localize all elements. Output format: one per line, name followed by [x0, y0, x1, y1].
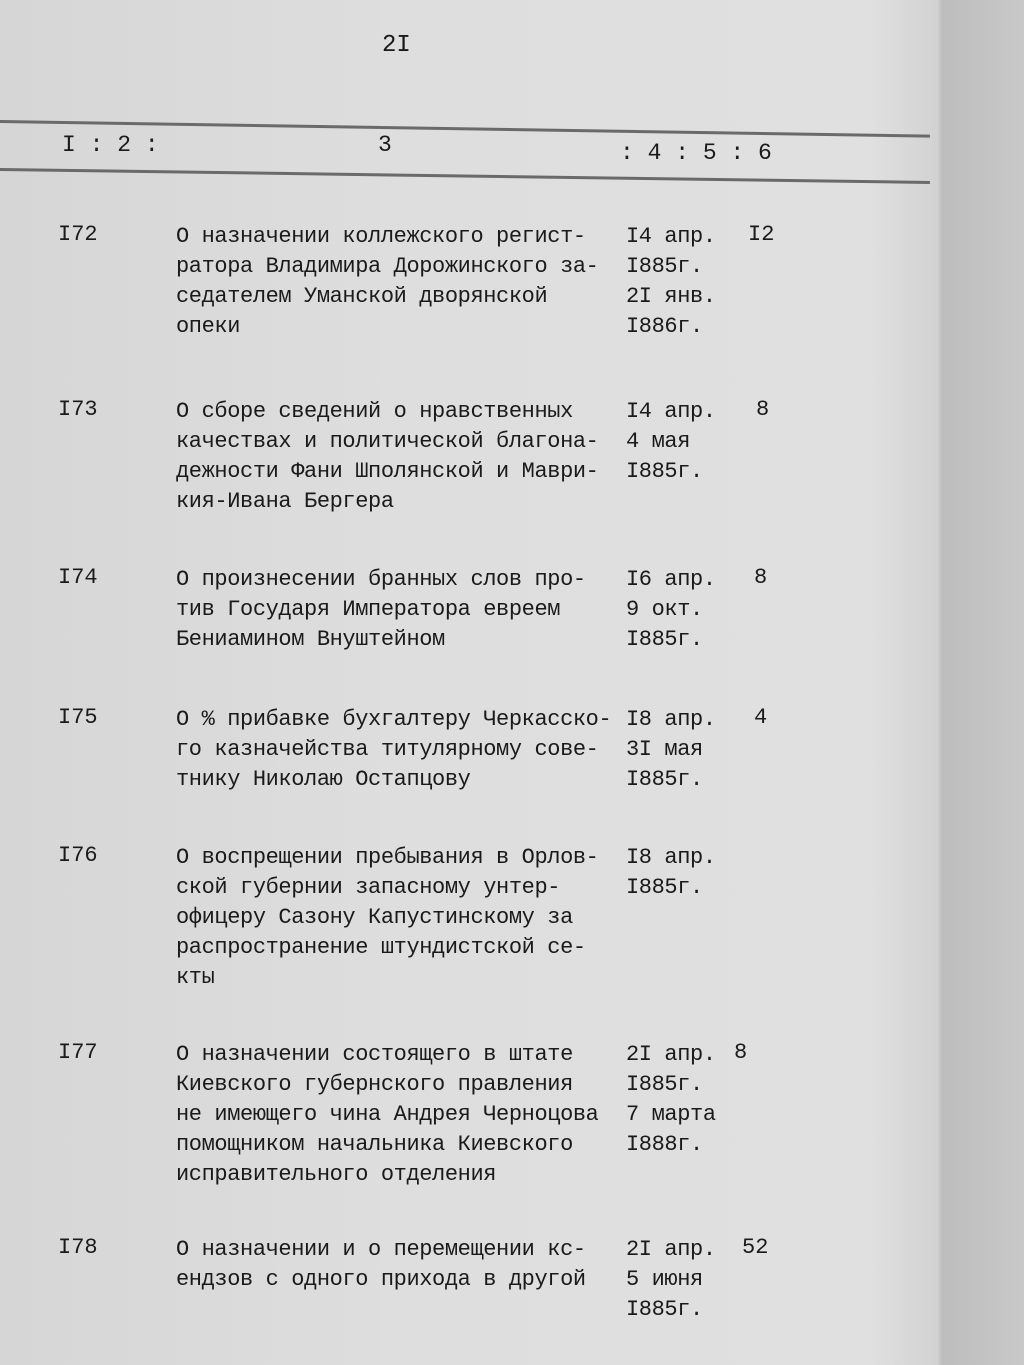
description-line: О назначении и о перемещении кс-	[176, 1237, 586, 1262]
date-line: 2I янв.	[626, 284, 716, 309]
row-number: I73	[58, 397, 98, 422]
date-line: 7 марта	[626, 1102, 716, 1127]
row-number: I74	[58, 565, 98, 590]
date-line: 4 мая	[626, 429, 691, 454]
date-line: I888г.	[626, 1132, 703, 1157]
description-line: ендзов с одного прихода в другой	[176, 1267, 586, 1292]
description-line: распространение штундистской се-	[176, 935, 586, 960]
date-line: I885г.	[626, 1072, 703, 1097]
description-line: не имеющего чина Андрея Черноцова	[176, 1102, 599, 1127]
date-line: I6 апр.	[626, 567, 716, 592]
description-line: качествах и политической благона-	[176, 429, 599, 454]
description-line: О назначении коллежского регист-	[176, 224, 586, 249]
date-line: I885г.	[626, 1297, 703, 1322]
description-line: Бениамином Внуштейном	[176, 627, 445, 652]
row-number: I72	[58, 222, 98, 247]
date-line: I886г.	[626, 314, 703, 339]
date-line: 5 июня	[626, 1267, 703, 1292]
description-line: тнику Николаю Остапцову	[176, 767, 471, 792]
description-line: помощником начальника Киевского	[176, 1132, 573, 1157]
date-line: I8 апр.	[626, 707, 716, 732]
description-line: дежности Фани Шполянской и Маври-	[176, 459, 599, 484]
date-line: I885г.	[626, 254, 703, 279]
description-line: ратора Владимира Дорожинского за-	[176, 254, 599, 279]
header-bottom-rule	[0, 168, 930, 184]
description-line: О назначении состоящего в штате	[176, 1042, 573, 1067]
date-line: 3I мая	[626, 737, 703, 762]
description-line: исправительного отделения	[176, 1162, 497, 1187]
description-line: опеки	[176, 314, 241, 339]
description-line: го казначейства титулярному сове-	[176, 737, 599, 762]
sheet-count: 8	[756, 397, 770, 422]
column-header-3: 3	[378, 132, 392, 158]
date-line: I885г.	[626, 627, 703, 652]
sheet-count: I2	[748, 222, 775, 247]
date-line: 2I апр.	[626, 1042, 716, 1067]
column-header-4-5-6: : 4 : 5 : 6	[620, 140, 772, 166]
date-line: I885г.	[626, 767, 703, 792]
date-line: I8 апр.	[626, 845, 716, 870]
description-line: тив Государя Императора евреем	[176, 597, 561, 622]
description-line: ской губернии запасному унтер-	[176, 875, 561, 900]
description-line: кты	[176, 965, 215, 990]
row-number: I78	[58, 1235, 98, 1260]
date-line: 2I апр.	[626, 1237, 716, 1262]
date-line: I4 апр.	[626, 399, 716, 424]
description-line: О сборе сведений о нравственных	[176, 399, 573, 424]
description-line: О произнесении бранных слов про-	[176, 567, 586, 592]
sheet-count: 4	[754, 705, 768, 730]
date-line: I885г.	[626, 459, 703, 484]
description-line: кия-Ивана Бергера	[176, 489, 394, 514]
description-line: О воспрещении пребывания в Орлов-	[176, 845, 599, 870]
row-number: I76	[58, 843, 98, 868]
row-number: I75	[58, 705, 98, 730]
sheet-count: 52	[742, 1235, 769, 1260]
row-number: I77	[58, 1040, 98, 1065]
date-line: 9 окт.	[626, 597, 703, 622]
page-number: 2I	[382, 32, 411, 59]
date-line: I4 апр.	[626, 224, 716, 249]
column-header-1-2: I : 2 :	[62, 132, 159, 158]
date-line: I885г.	[626, 875, 703, 900]
description-line: седателем Уманской дворянской	[176, 284, 548, 309]
description-line: О % прибавке бухгалтеру Черкасско-	[176, 707, 612, 732]
sheet-count: 8	[754, 565, 768, 590]
description-line: офицеру Сазону Капустинскому за	[176, 905, 573, 930]
sheet-count: 8	[734, 1040, 748, 1065]
description-line: Киевского губернского правления	[176, 1072, 573, 1097]
